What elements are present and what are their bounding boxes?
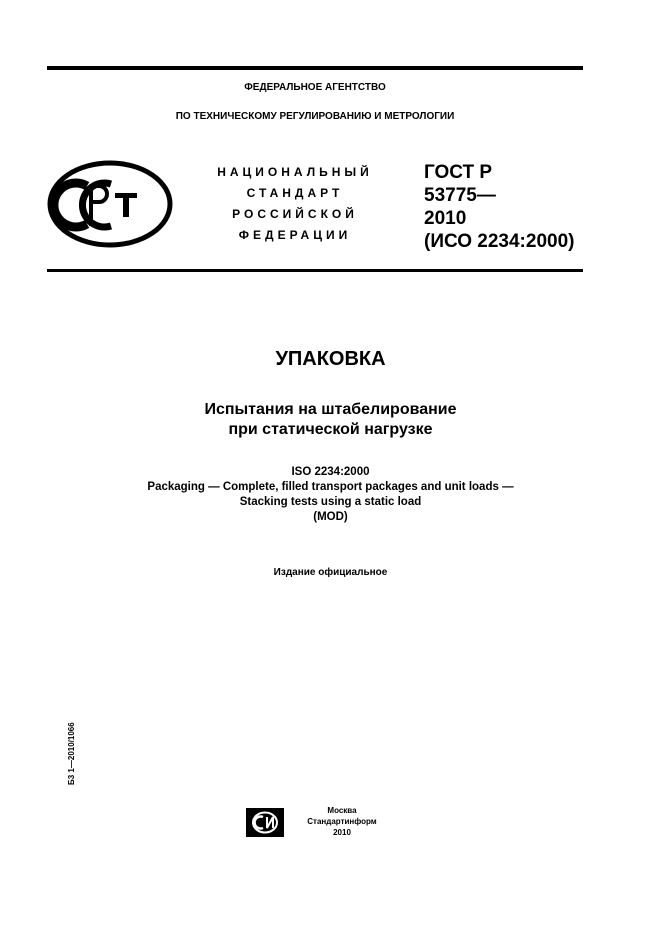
designation-line-4: (ИСО 2234:2000) xyxy=(424,231,575,252)
document-title: УПАКОВКА xyxy=(275,348,386,370)
designation-line-2: 53775— xyxy=(424,185,496,206)
designation-line-1: ГОСТ Р xyxy=(424,162,493,183)
publisher-city: Москва xyxy=(327,806,357,815)
publisher-block xyxy=(292,805,392,838)
standartinform-logo-icon xyxy=(246,808,284,837)
edition-label: Издание официальное xyxy=(273,567,388,578)
standard-type-line-3: РОССИЙСКОЙ xyxy=(232,207,358,221)
subtitle-line-1: Испытания на штабелирование xyxy=(204,401,457,418)
subtitle-line-2: при статической нагрузке xyxy=(228,421,433,438)
iso-modification: (MOD) xyxy=(313,511,348,523)
publisher-name: Стандартинформ xyxy=(307,817,377,826)
middle-rule xyxy=(47,269,583,272)
publisher-year: 2010 xyxy=(333,828,351,837)
iso-title-line-1: Packaging — Complete, filled transport packages and unit loads — xyxy=(147,481,514,493)
designation-line-3: 2010 xyxy=(424,208,467,229)
iso-reference xyxy=(0,465,661,525)
standard-type-line-4: ФЕДЕРАЦИИ xyxy=(238,228,352,242)
standard-type xyxy=(200,162,390,246)
standard-designation xyxy=(424,161,574,253)
iso-number: ISO 2234:2000 xyxy=(291,466,370,478)
rst-emblem-icon xyxy=(47,160,173,248)
iso-title-line-2: Stacking tests using a static load xyxy=(239,496,422,508)
standard-type-line-1: НАЦИОНАЛЬНЫЙ xyxy=(217,165,373,179)
side-code: Б3 1—2010/1066 xyxy=(67,722,76,785)
document-subtitle xyxy=(0,400,661,440)
top-rule xyxy=(47,66,583,70)
agency-line-1: ФЕДЕРАЛЬНОЕ АГЕНТСТВО xyxy=(244,82,386,93)
standard-type-line-2: СТАНДАРТ xyxy=(246,186,344,200)
agency-line-2: ПО ТЕХНИЧЕСКОМУ РЕГУЛИРОВАНИЮ И МЕТРОЛОГИИ xyxy=(175,111,455,122)
